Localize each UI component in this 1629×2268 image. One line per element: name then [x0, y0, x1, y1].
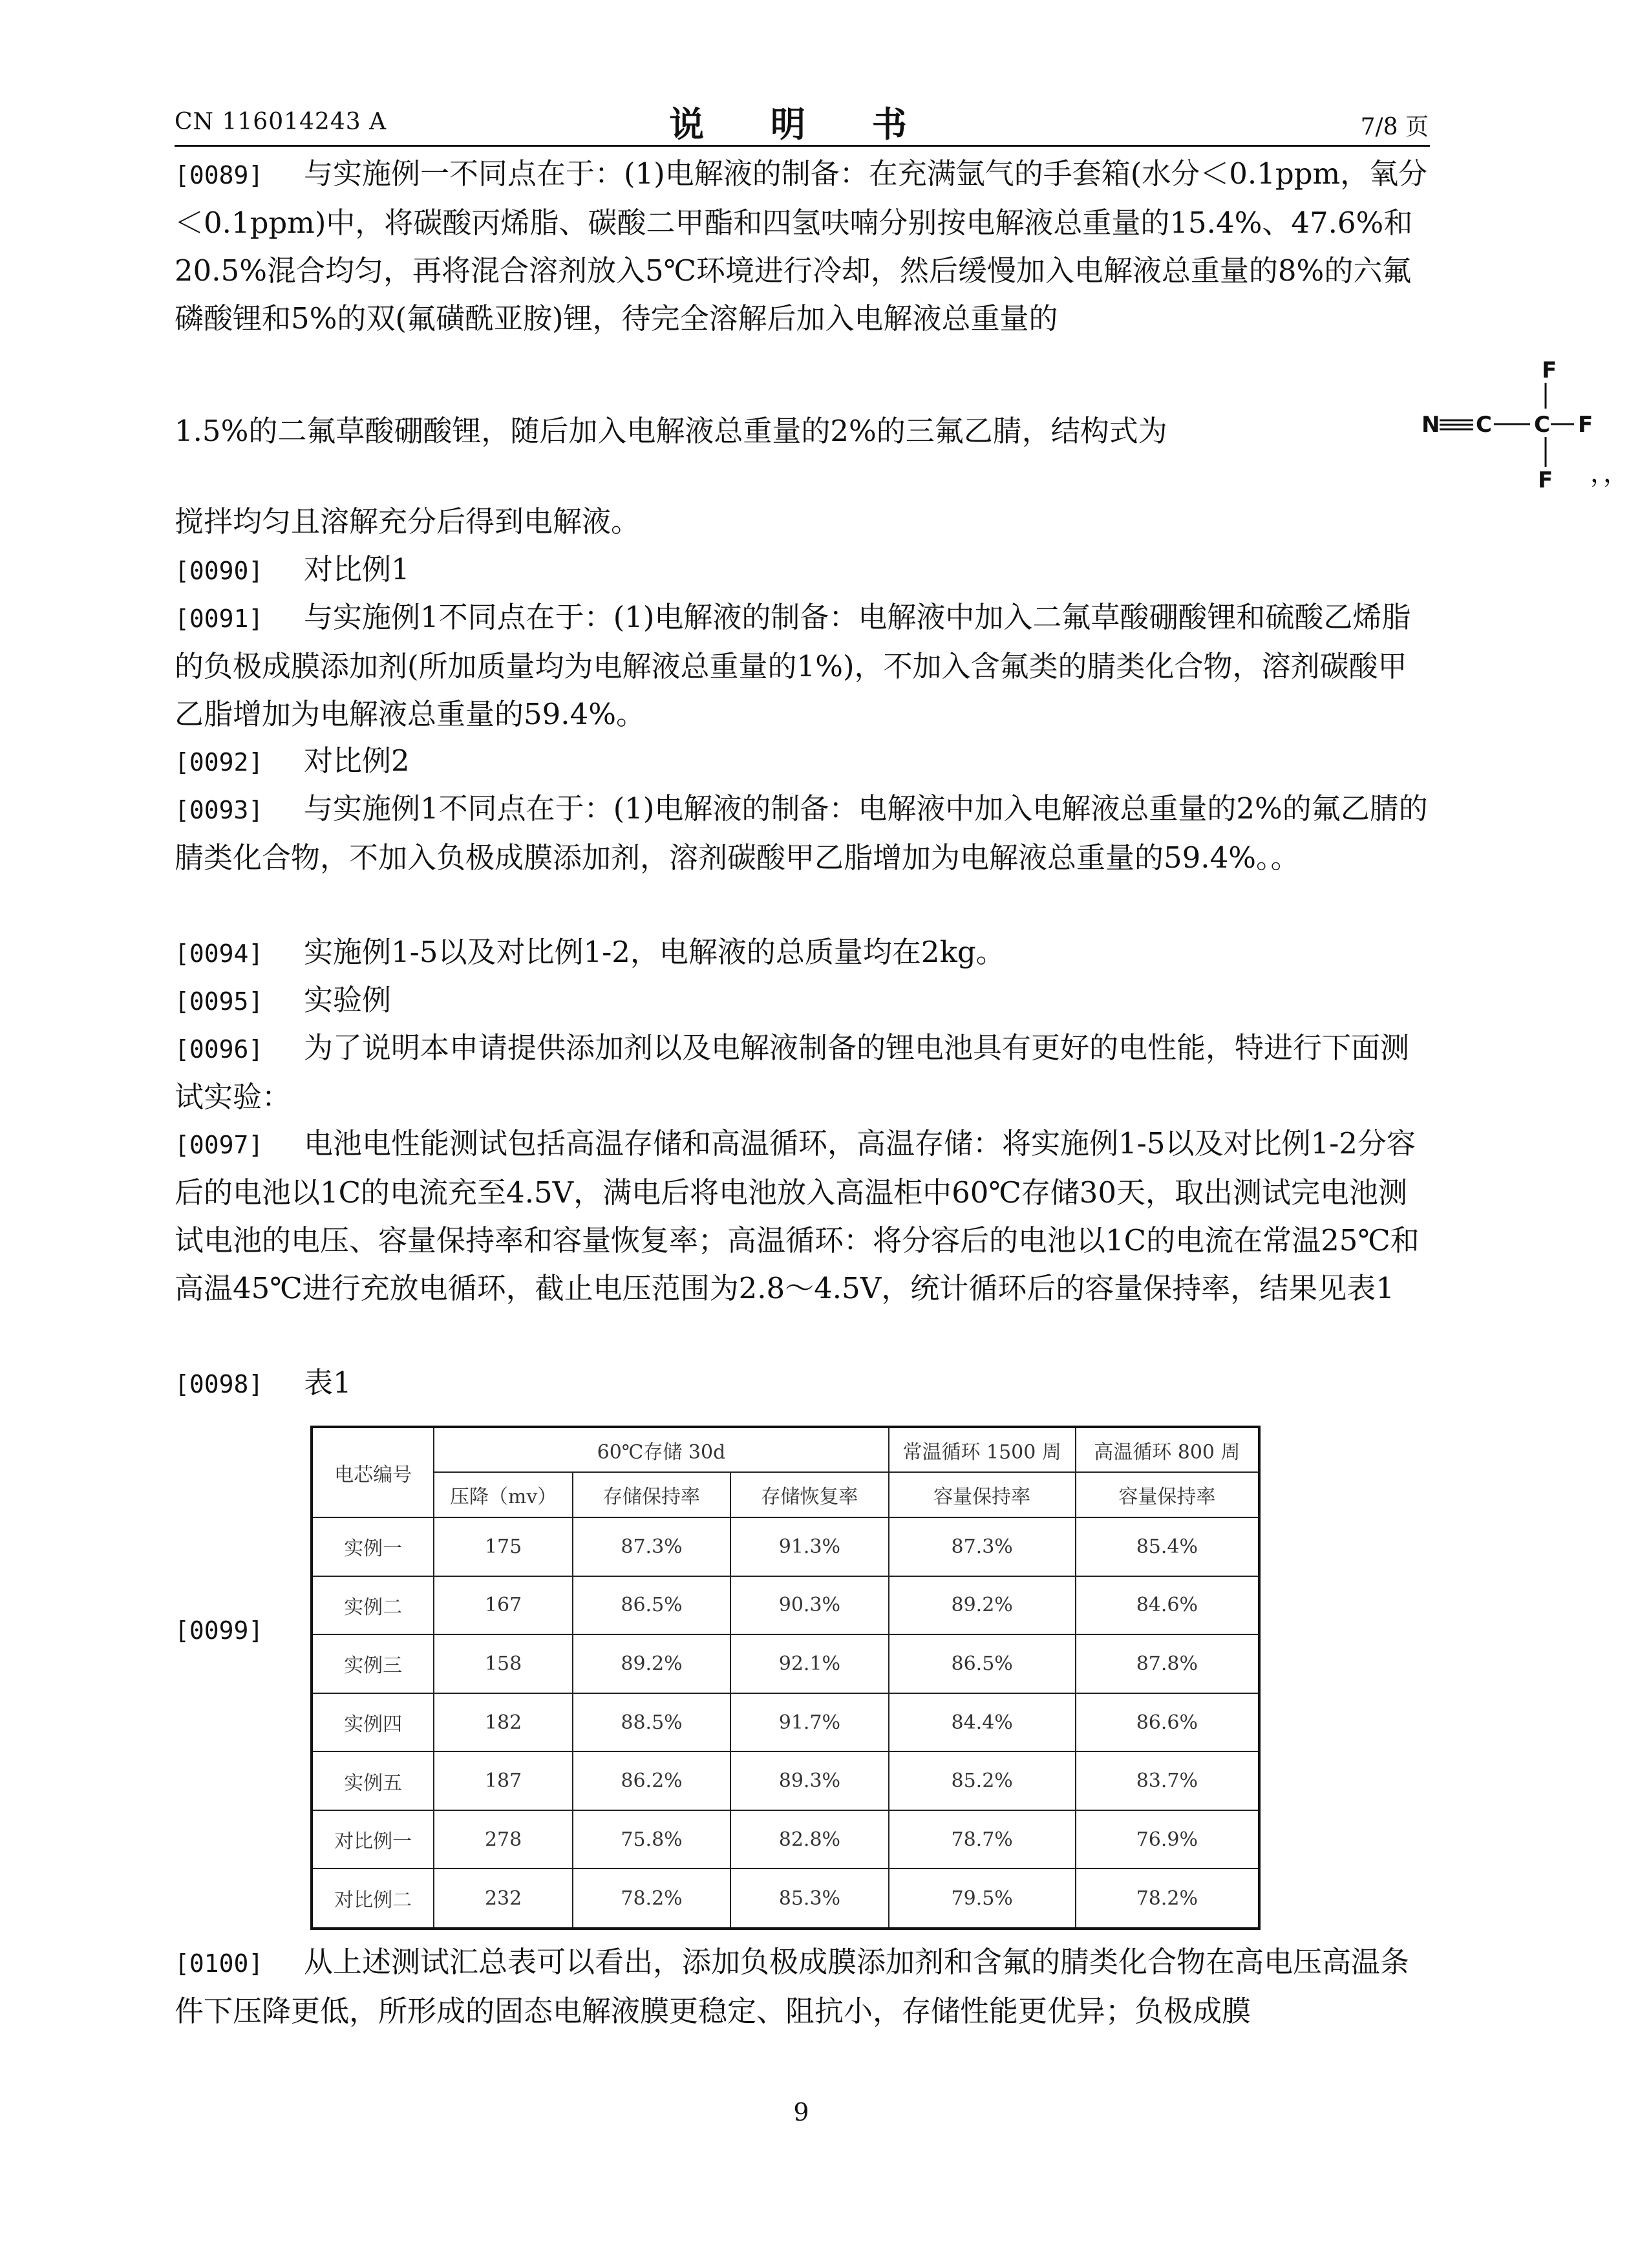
- paragraph-0092: [175, 737, 1430, 786]
- cell-drop: 232: [434, 1868, 573, 1929]
- page-number: 9: [793, 2098, 809, 2126]
- paragraph-0098: [175, 1359, 1430, 1408]
- cell-name: 实例四: [312, 1693, 434, 1752]
- paragraph-0093: [175, 785, 1430, 882]
- page-indicator: 7/8 页: [1360, 114, 1429, 140]
- cell-keep: 75.8%: [573, 1810, 730, 1869]
- results-table: [310, 1426, 1261, 1930]
- cell-name: 实例三: [312, 1634, 434, 1693]
- cell-recover: 92.1%: [730, 1634, 888, 1693]
- table-row: [312, 1693, 1259, 1752]
- atom-c2: C: [1534, 412, 1550, 438]
- formula-tail: ，，: [1590, 458, 1629, 488]
- cell-room: 79.5%: [889, 1868, 1076, 1929]
- table-subheader-row: [312, 1472, 1259, 1517]
- cell-name: 实例五: [312, 1751, 434, 1810]
- paragraph-0095: [175, 976, 1430, 1025]
- cell-recover: 91.7%: [730, 1693, 888, 1752]
- paragraph-text: 实施例1-5以及对比例1-2，电解液的总质量均在2kg。: [304, 935, 1005, 969]
- cell-drop: 167: [434, 1576, 573, 1635]
- cell-high: 78.2%: [1076, 1868, 1259, 1929]
- cell-high: 84.6%: [1076, 1576, 1259, 1635]
- header-storage-recovery: 存储恢复率: [730, 1472, 888, 1517]
- table-row: [312, 1634, 1259, 1693]
- atom-f-right: F: [1578, 412, 1593, 438]
- trifluoroacetonitrile-structure: [1419, 356, 1613, 491]
- header-storage-retention: 存储保持率: [573, 1472, 730, 1517]
- header-group-high-cycle: 高温循环 800 周: [1076, 1427, 1259, 1472]
- atom-f-bottom: F: [1538, 467, 1553, 493]
- cell-drop: 187: [434, 1751, 573, 1810]
- paragraph-text: 从上述测试汇总表可以看出，添加负极成膜添加剂和含氟的腈类化合物在高电压高温条件下压降更低，所形成的固态电解液膜更稳定、阻抗小，存储性能更优异；负极成膜: [175, 1945, 1410, 2028]
- cell-keep: 89.2%: [573, 1634, 730, 1693]
- paragraph-text-continued: 1.5%的二氟草酸硼酸锂，随后加入电解液总重量的2%的三氟乙腈，结构式为: [175, 414, 1167, 448]
- paragraph-0089: [175, 150, 1430, 343]
- paragraph-number: [0092]: [175, 748, 264, 776]
- cell-room: 87.3%: [889, 1517, 1076, 1576]
- header-rule: [175, 145, 1430, 147]
- cell-high: 85.4%: [1076, 1517, 1259, 1576]
- cell-drop: 158: [434, 1634, 573, 1693]
- atom-f-top: F: [1542, 358, 1557, 383]
- paragraph-text: 为了说明本申请提供添加剂以及电解液制备的锂电池具有更好的电性能，特进行下面测试实验：: [175, 1031, 1410, 1114]
- atom-n: N: [1421, 412, 1440, 438]
- bonds: [1440, 383, 1574, 467]
- cell-name: 实例二: [312, 1576, 434, 1635]
- cell-recover: 91.3%: [730, 1517, 888, 1576]
- atom-c1: C: [1476, 412, 1492, 438]
- paragraph-text: 实验例: [304, 983, 392, 1017]
- table-row: [312, 1576, 1259, 1635]
- header-group-room-cycle: 常温循环 1500 周: [889, 1427, 1076, 1472]
- header-room-capacity-retention: 容量保持率: [889, 1472, 1076, 1517]
- paragraph-0089-end: [175, 498, 1430, 546]
- formula-line: [175, 356, 1629, 493]
- page-header: [175, 97, 1429, 145]
- patent-number: CN 116014243 A: [175, 109, 387, 135]
- cell-name: 对比例一: [312, 1810, 434, 1869]
- paragraph-0090: [175, 546, 1430, 595]
- paragraph-text-end: 搅拌均匀且溶解充分后得到电解液。: [175, 504, 641, 539]
- header-voltage-drop: 压降（mv）: [434, 1472, 573, 1517]
- cell-high: 86.6%: [1076, 1693, 1259, 1752]
- cell-room: 85.2%: [889, 1751, 1076, 1810]
- table-header-row: [312, 1427, 1259, 1472]
- paragraph-number: [0089]: [175, 161, 264, 189]
- paragraph-0097: [175, 1120, 1430, 1312]
- table-row: [312, 1868, 1259, 1929]
- paragraph-0096: [175, 1024, 1430, 1121]
- document-title: 说 明 书: [669, 103, 934, 145]
- cell-name: 实例一: [312, 1517, 434, 1576]
- paragraph-text: 对比例1: [304, 552, 410, 586]
- paragraph-text: 与实施例1不同点在于：(1)电解液的制备：电解液中加入二氟草酸硼酸锂和硫酸乙烯脂的负极成膜添加剂(所加质量均为电解液总重量的1%)，不加入含氟类的腈类化合物，溶剂碳酸甲乙脂增加为电解液总重量的59.4%。: [175, 600, 1411, 731]
- cell-room: 78.7%: [889, 1810, 1076, 1869]
- cell-keep: 86.5%: [573, 1576, 730, 1635]
- paragraph-number: [0095]: [175, 987, 264, 1016]
- cell-drop: 175: [434, 1517, 573, 1576]
- table-row: [312, 1517, 1259, 1576]
- paragraph-text: 与实施例一不同点在于：(1)电解液的制备：在充满氩气的手套箱(水分＜0.1ppm，氧分＜0.1ppm)中，将碳酸丙烯脂、碳酸二甲酯和四氢呋喃分别按电解液总重量的15.4%、47.6%和20.5%混合均匀，再将混合溶剂放入5℃环境进行冷却，然后缓慢加入电解液总重量的8%的六氟磷酸锂和5%的双(氟磺酰亚胺)锂，待完全溶解后加入电解液总重量的: [175, 156, 1428, 336]
- table-row: [312, 1810, 1259, 1869]
- cell-drop: 182: [434, 1693, 573, 1752]
- cell-name: 对比例二: [312, 1868, 434, 1929]
- table-caption: 表1: [304, 1365, 352, 1400]
- cell-keep: 78.2%: [573, 1868, 730, 1929]
- paragraph-number: [0096]: [175, 1035, 264, 1064]
- paragraph-number: [0091]: [175, 604, 264, 633]
- paragraph-0091: [175, 594, 1430, 738]
- cell-room: 84.4%: [889, 1693, 1076, 1752]
- cell-recover: 85.3%: [730, 1868, 888, 1929]
- cell-high: 87.8%: [1076, 1634, 1259, 1693]
- cell-keep: 87.3%: [573, 1517, 730, 1576]
- paragraph-0100: [175, 1938, 1430, 2035]
- cell-drop: 278: [434, 1810, 573, 1869]
- paragraph-0094: [175, 928, 1430, 978]
- cell-recover: 90.3%: [730, 1576, 888, 1635]
- paragraph-number: [0098]: [175, 1370, 264, 1398]
- paragraph-text: 对比例2: [304, 744, 410, 778]
- paragraph-text: 电池电性能测试包括高温存储和高温循环，高温存储：将实施例1-5以及对比例1-2分容后的电池以1C的电流充至4.5V，满电后将电池放入高温柜中60℃存储30天，取出测试完电池测试电池的电压、容量保持率和容量恢复率；高温循环：将分容后的电池以1C的电流在常温25℃和高温45℃进行充放电循环，截止电压范围为2.8～4.5V，统计循环后的容量保持率，结果见表1: [175, 1126, 1420, 1305]
- paragraph-number: [0090]: [175, 557, 264, 585]
- cell-keep: 86.2%: [573, 1751, 730, 1810]
- cell-recover: 82.8%: [730, 1810, 888, 1869]
- cell-recover: 89.3%: [730, 1751, 888, 1810]
- header-cell-id: 电芯编号: [312, 1427, 434, 1517]
- cell-room: 86.5%: [889, 1634, 1076, 1693]
- paragraph-number-0099: [0099]: [175, 1616, 264, 1645]
- cell-high: 83.7%: [1076, 1751, 1259, 1810]
- paragraph-text: 与实施例1不同点在于：(1)电解液的制备：电解液中加入电解液总重量的2%的氟乙腈的腈类化合物，不加入负极成膜添加剂，溶剂碳酸甲乙脂增加为电解液总重量的59.4%。。: [175, 791, 1428, 875]
- cell-high: 76.9%: [1076, 1810, 1259, 1869]
- header-group-storage: 60℃存储 30d: [434, 1427, 888, 1472]
- paragraph-number: [0100]: [175, 1949, 264, 1978]
- cell-room: 89.2%: [889, 1576, 1076, 1635]
- header-high-capacity-retention: 容量保持率: [1076, 1472, 1259, 1517]
- table-row: [312, 1751, 1259, 1810]
- paragraph-number: [0094]: [175, 939, 264, 968]
- paragraph-number: [0093]: [175, 796, 264, 824]
- paragraph-number: [0097]: [175, 1131, 264, 1159]
- cell-keep: 88.5%: [573, 1693, 730, 1752]
